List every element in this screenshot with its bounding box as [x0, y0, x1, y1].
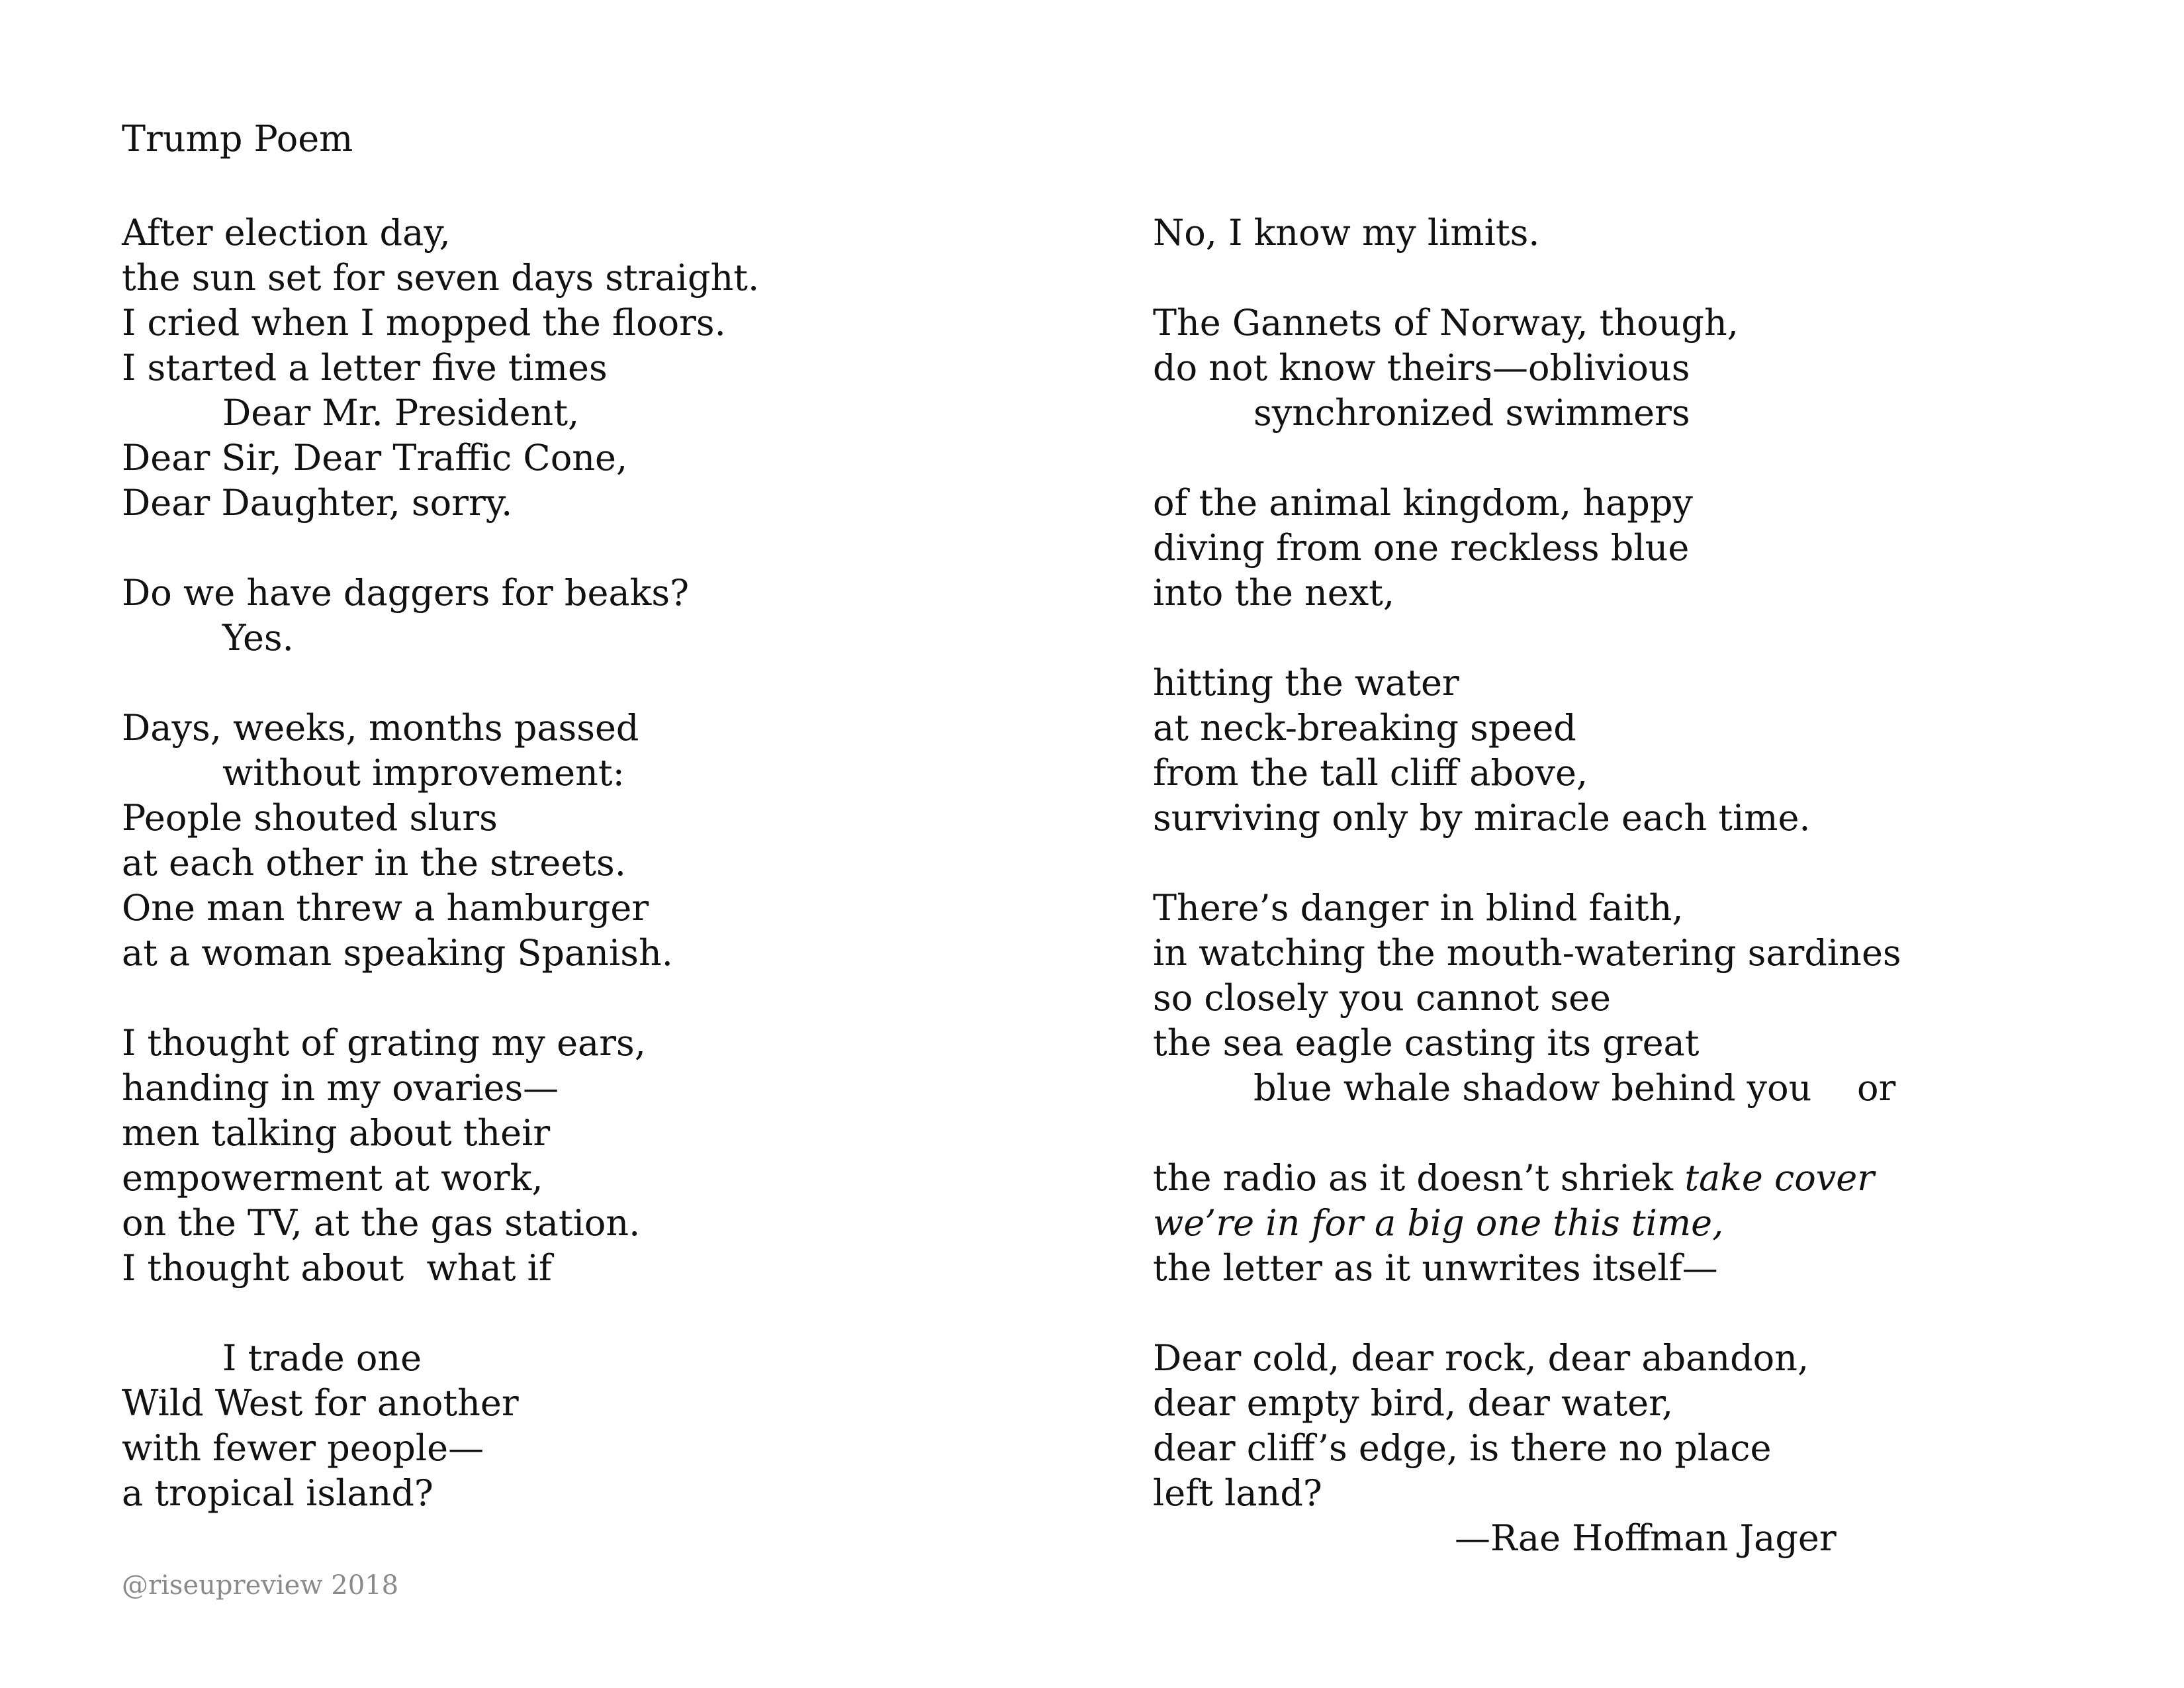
- poem-line: [1153, 1471, 1901, 1516]
- poem-line: [122, 751, 759, 796]
- poem-line-text: I trade one: [222, 1337, 422, 1379]
- poem-line: [1153, 346, 1901, 391]
- poem-line-text: with fewer people—: [122, 1427, 484, 1469]
- poem-line-text: dear cliff’s edge, is there no place: [1153, 1427, 1772, 1469]
- poem-line: [122, 796, 759, 841]
- poem-line-text: the radio as it doesn’t shriek: [1153, 1157, 1685, 1199]
- poem-line-text: Days, weeks, months passed: [122, 707, 639, 749]
- poem-line: [1153, 751, 1901, 796]
- poem-line: [122, 481, 759, 526]
- poem-line-text: dear empty bird, dear water,: [1153, 1382, 1674, 1424]
- stanza-break: [122, 526, 759, 571]
- stanza-break: [1153, 436, 1901, 481]
- poem-line: [122, 436, 759, 481]
- poem-line: [1153, 706, 1901, 751]
- poem-line-text: left land?: [1153, 1472, 1322, 1514]
- stanza-break: [1153, 841, 1901, 886]
- footer-credit: @riseupreview 2018: [122, 1570, 399, 1601]
- stanza-break: [1153, 256, 1901, 301]
- poem-line: [1153, 571, 1901, 616]
- poem-line: [1153, 886, 1901, 931]
- poem-line: [122, 1426, 759, 1471]
- stanza-break: [1153, 616, 1901, 661]
- poem-line: [122, 886, 759, 931]
- poem-line-text: at a woman speaking Spanish.: [122, 932, 673, 974]
- poem-line: [1153, 481, 1901, 526]
- poem-line-text: blue whale shadow behind you or: [1253, 1067, 1896, 1109]
- poem-right-column: [1153, 211, 1901, 1561]
- poem-line-text: on the TV, at the gas station.: [122, 1202, 641, 1244]
- poem-line-text: synchronized swimmers: [1253, 392, 1690, 434]
- stanza-break: [122, 976, 759, 1021]
- poem-line: [122, 841, 759, 886]
- poem-line-text: I cried when I mopped the floors.: [122, 302, 726, 344]
- poem-line: [1153, 391, 1901, 436]
- poem-line-text: No, I know my limits.: [1153, 212, 1540, 254]
- poem-line-text: in watching the mouth-watering sardines: [1153, 932, 1901, 974]
- poem-line-text: into the next,: [1153, 572, 1395, 614]
- poem-line-text: men talking about their: [122, 1112, 551, 1154]
- poem-line-text: I thought of grating my ears,: [122, 1022, 646, 1064]
- poem-line-text: Dear Mr. President,: [222, 392, 580, 434]
- poem-line-text: Dear Sir, Dear Traffic Cone,: [122, 437, 628, 479]
- poem-line-text: I started a letter five times: [122, 347, 608, 389]
- poem-line-text: Wild West for another: [122, 1382, 519, 1424]
- poem-line-italic-text: we’re in for a big one this time,: [1153, 1202, 1724, 1244]
- poem-line-text: hitting the water: [1153, 662, 1459, 704]
- poem-line: [1153, 211, 1901, 256]
- poem-line-text: the sun set for seven days straight.: [122, 257, 760, 299]
- poem-line-text: Dear cold, dear rock, dear abandon,: [1153, 1337, 1809, 1379]
- poem-line: [122, 1111, 759, 1156]
- poem-line-text: Yes.: [222, 617, 294, 659]
- poem-line-text: One man threw a hamburger: [122, 887, 649, 929]
- poem-line: [122, 931, 759, 976]
- poem-line: [1153, 1336, 1901, 1381]
- poem-line-text: the sea eagle casting its great: [1153, 1022, 1700, 1064]
- stanza-break: [122, 661, 759, 706]
- poem-line: [122, 1381, 759, 1426]
- stanza-break: [122, 1291, 759, 1336]
- poem-line: [1153, 301, 1901, 346]
- poem-line-text: surviving only by miracle each time.: [1153, 797, 1811, 839]
- poem-line-text: There’s danger in blind faith,: [1153, 887, 1684, 929]
- poem-line-text: at each other in the streets.: [122, 842, 626, 884]
- poem-line-text: After election day,: [122, 212, 451, 254]
- poem-line-text: The Gannets of Norway, though,: [1153, 302, 1739, 344]
- poem-line-text: the letter as it unwrites itself—: [1153, 1247, 1718, 1289]
- poem-line: [1153, 661, 1901, 706]
- poem-line: [122, 391, 759, 436]
- poem-line: [1153, 1021, 1901, 1066]
- poem-title: Trump Poem: [122, 118, 353, 160]
- poem-line: [122, 256, 759, 301]
- poem-line-text: Dear Daughter, sorry.: [122, 482, 513, 524]
- poem-line: [122, 1156, 759, 1201]
- poem-line-text: Do we have daggers for beaks?: [122, 572, 690, 614]
- poem-line: [122, 706, 759, 751]
- poem-line: [1153, 1156, 1901, 1201]
- poem-line-text: at neck-breaking speed: [1153, 707, 1576, 749]
- poem-line-text: from the tall cliff above,: [1153, 752, 1588, 794]
- poem-line-text: so closely you cannot see: [1153, 977, 1611, 1019]
- poem-line: [1153, 1201, 1901, 1246]
- poem-line: [1153, 931, 1901, 976]
- poem-line-text: People shouted slurs: [122, 797, 498, 839]
- stanza-break: [1153, 1111, 1901, 1156]
- poem-line-text: diving from one reckless blue: [1153, 527, 1690, 569]
- poem-author-byline: [1153, 1516, 1901, 1561]
- poem-line: [1153, 526, 1901, 571]
- poem-line: [1153, 1066, 1901, 1111]
- poem-line: [1153, 796, 1901, 841]
- poem-line: [1153, 1426, 1901, 1471]
- poem-left-column: [122, 211, 759, 1516]
- poem-line: [122, 346, 759, 391]
- poem-line-text: handing in my ovaries—: [122, 1067, 559, 1109]
- poem-line-text: without improvement:: [222, 752, 625, 794]
- poem-line-text: do not know theirs—oblivious: [1153, 347, 1690, 389]
- poem-line-italic-text: take cover: [1684, 1157, 1875, 1199]
- poem-line: [122, 1201, 759, 1246]
- poem-line: [122, 1246, 759, 1291]
- poem-line-text: —Rae Hoffman Jager: [1455, 1517, 1837, 1559]
- poem-line-text: a tropical island?: [122, 1472, 433, 1514]
- poem-line: [122, 1021, 759, 1066]
- poem-line: [122, 616, 759, 661]
- poem-line: [1153, 976, 1901, 1021]
- poem-line-text: I thought about what if: [122, 1247, 552, 1289]
- poem-line: [122, 571, 759, 616]
- poem-line-text: empowerment at work,: [122, 1157, 543, 1199]
- poem-line: [122, 1471, 759, 1516]
- poem-line: [122, 211, 759, 256]
- poem-line-text: of the animal kingdom, happy: [1153, 482, 1693, 524]
- poem-line: [122, 301, 759, 346]
- poem-line: [122, 1336, 759, 1381]
- poem-line: [1153, 1381, 1901, 1426]
- poem-line: [1153, 1246, 1901, 1291]
- stanza-break: [1153, 1291, 1901, 1336]
- poem-line: [122, 1066, 759, 1111]
